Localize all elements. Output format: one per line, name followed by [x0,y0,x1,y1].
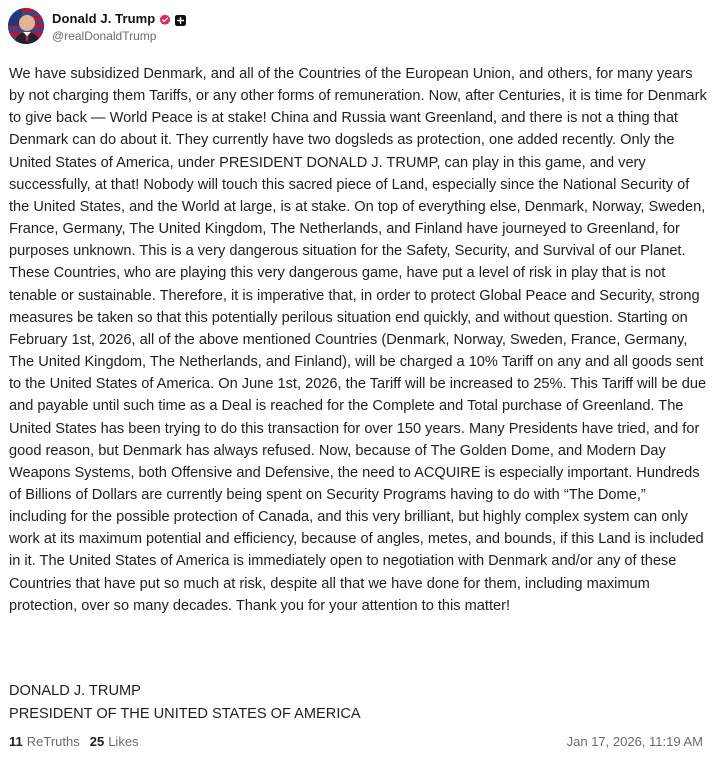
likes-stat[interactable] [90,734,139,749]
likes-label: Likes [108,733,139,749]
name-row [52,10,186,28]
retruths-label: ReTruths [26,733,80,749]
plus-badge-icon [175,13,186,24]
retruths-stat[interactable] [9,734,80,749]
post-header [8,6,186,46]
avatar[interactable] [8,8,44,44]
signature-name: DONALD J. TRUMP [9,683,141,699]
verified-badge-icon [159,13,171,25]
likes-count: 25 [89,733,105,749]
author-names [52,10,186,43]
post-timestamp[interactable]: Jan 17, 2026, 11:19 AM [566,733,703,749]
post-body-text: We have subsidized Denmark, and all of the Countries of the European Union, and others, for many years by not charging them Tariffs, or any other forms of remuneration. Now, after Centuries, it is time for Denmark to give back — World Peace is at stake! China and Russia want Greenland, and there is not a thing that Denmark can do about it. They currently have two dogsleds as protection, one added recently. Only the United States of America, under PRESIDENT DONALD J. TRUMP, can play in this game, and very successfully, at that! Nobody will touch this sacred piece of Land, especially since the National Security of the United States, and the World at large, is at stake. On top of everything else, Denmark, Norway, Sweden, France, Germany, The United Kingdom, The Netherlands, and Finland have journeyed to Greenland, for purposes unknown. This is a very dangerous situation for the Safety, Security, and Survival of our Planet. These Countries, who are playing this very dangerous game, have put a level of risk in play that is not tenable or sustainable. Therefore, it is imperative that, in order to protect Global Peace and Security, strong measures be taken so that this potentially perilous situation end quickly, and without question. Starting on February 1st, 2026, all of the above mentioned Countries (Denmark, Norway, Sweden, France, Germany, The United Kingdom, The Netherlands, and Finland), will be charged a 10% Tariff on any and all goods sent to the United States of America. On June 1st, 2026, the Tariff will be increased to 25%. This Tariff will be due and payable until such time as a Deal is reached for the Complete and Total purchase of Greenland. The United States has been trying to do this transaction for over 150 years. Many Presidents have tried, and for good reason, but Denmark has always refused. Now, because of The Golden Dome, and Modern Day Weapons Systems, both Offensive and Defensive, the need to ACQUIRE is especially important. Hundreds of Billions of Dollars are currently being spent on Security Programs having to do with “The Dome,” including for the possible protection of Canada, and this very brilliant, but highly complex system can only work at its maximum potential and efficiency, because of angles, metes, and bounds, if this Land is included in it. The United States of America is immediately open to negotiation with Denmark and/or any of these Countries that have put so much at risk, despite all that we have done for them, including maximum protection, over so many decades. Thank you for your attention to this matter! [9,66,707,614]
avatar-portrait-icon [8,8,44,44]
author-handle[interactable]: @realDonaldTrump [52,28,157,43]
post-body [9,63,707,617]
post-signature [9,680,361,725]
post-footer [9,731,703,751]
signature-title: PRESIDENT OF THE UNITED STATES OF AMERICA [9,705,361,722]
author-display-name[interactable]: Donald J. Trump [52,11,156,26]
retruths-count: 11 [9,733,23,749]
